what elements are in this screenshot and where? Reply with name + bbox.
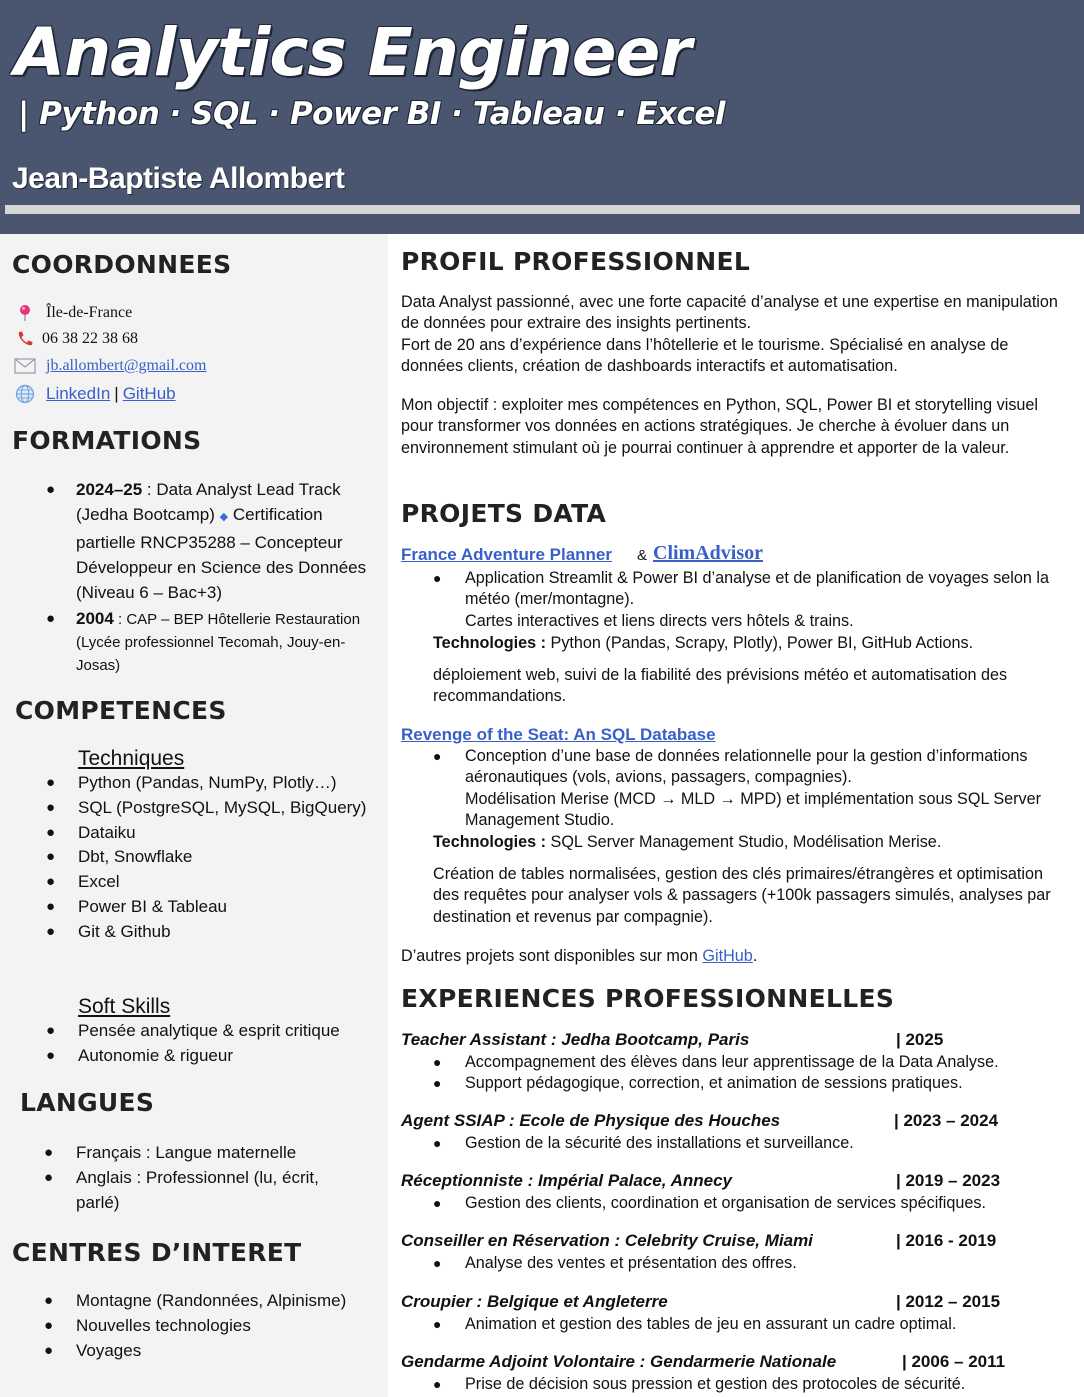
header-divider [5,205,1080,214]
experience-date: | 2023 – 2024 [894,1111,999,1130]
project-title-revenge-seat[interactable]: Revenge of the Seat: An SQL Database [401,725,716,744]
bullet-icon: ● [433,1255,442,1271]
contact-phone [14,329,138,349]
projets-heading: PROJETS DATA [401,499,607,528]
experience-bullet: Prise de décision sous pression et gestion des protocoles de sécurité. [465,1375,966,1393]
map-pin-icon [14,303,36,323]
experience-title: Réceptionniste : Impérial Palace, Annecy [401,1171,732,1190]
experience-title: Conseiller en Réservation : Celebrity Cruise, Miami [401,1231,813,1250]
project-technologies: Technologies : SQL Server Management Studio, Modélisation Merise. [433,833,942,851]
experience-date: | 2025 [896,1030,944,1049]
interets-list [44,1289,376,1363]
phone-text: 06 38 22 38 68 [42,330,138,347]
link-separator: | [114,384,119,403]
interets-heading: CENTRES D’INTERET [12,1238,302,1267]
github-projects-link[interactable]: GitHub [702,947,753,965]
bullet-icon: ● [433,1075,442,1092]
phone-icon [14,329,36,349]
formations-heading: FORMATIONS [12,426,202,455]
project-bullet: Conception d’une base de données relationnelle pour la gestion d’informations aéronautiques (vols, avions, passagers, compagnies). Modélisation Merise (MCD → MLD → MPD) et implémentation sous SQL Server Management Studio. [465,747,1042,829]
globe-icon [14,384,36,404]
experience-date: | 2006 – 2011 [902,1352,1006,1371]
list-item: ● Power BI & Tableau [46,896,227,916]
list-item: ● Anglais : Professionnel (lu, écrit, parlé) [44,1167,319,1212]
contact-location [14,303,132,323]
project-title-climadvisor[interactable]: ClimAdvisor [653,542,763,564]
bullet-icon: ● [433,1195,442,1211]
profil-paragraph-1: Data Analyst passionné, avec une forte capacité d’analyse et une expertise en manipulation de données pour extraire des insights pertinents. Fort de 20 ans d’expérience dans l’hôtellerie et le tourisme. Spécialisé en analyse de données clients, création de dashboards interactifs et automatisation. [401,293,1058,375]
experience-bullet: Analyse des ventes et présentation des offres. [465,1254,797,1272]
competences-heading: COMPETENCES [15,696,227,725]
project-bullet: Application Streamlit & Power BI d’analyse et de planification de voyages selon la météo (mer/montagne). Cartes interactives et liens directs vers hôtels & trains. [465,569,1049,630]
experience-bullet: Animation et gestion des tables de jeu en assurant un cadre optimal. [465,1315,957,1333]
profil-paragraph-2: Mon objectif : exploiter mes compétences en Python, SQL, Power BI et storytelling visuel pour transformer vos données en actions stratégiques. Je cherche à évoluer dans un environnement stimulant où je pourrai continuer à apprendre et apporter de la valeur. [401,396,1039,457]
bullet-icon: ● [433,1054,442,1070]
candidate-name: Jean-Baptiste Allombert [12,162,345,195]
list-item: ● Nouvelles technologies [44,1315,251,1335]
experience-date: | 2019 – 2023 [896,1171,1001,1190]
experience-date: | 2012 – 2015 [896,1292,1001,1311]
experience-title: Gendarme Adjoint Volontaire : Gendarmerie Nationale [401,1352,837,1371]
envelope-icon [14,356,36,376]
list-item: ● Dbt, Snowflake [46,847,193,867]
experience-bullet: Gestion de la sécurité des installations et surveillance. [465,1134,854,1152]
project-technologies: Technologies : Python (Pandas, Scrapy, Plotly), Power BI, GitHub Actions. [433,634,974,652]
contact-web [14,384,176,404]
techniques-list [46,771,368,945]
list-item: ● Git & Github [46,921,171,941]
contact-email [14,356,206,376]
project-description: Création de tables normalisées, gestion des clés primaires/étrangères et optimisation des requêtes pour analyser vols & passagers (+100k passagers simulés, analyses par destination et revenus par compagnie). [433,865,1051,926]
list-item: ● Français : Langue maternelle [44,1143,297,1162]
formations-list [46,477,372,677]
formation-item: ● 2004 : CAP – BEP Hôtellerie Restauration (Lycée professionnel Tecomah, Jouy-en-Josas) [46,609,361,674]
profil-heading: PROFIL PROFESSIONNEL [401,247,751,276]
experience-title: Teacher Assistant : Jedha Bootcamp, Paris [401,1030,750,1049]
formation-item: ● 2024–25 : Data Analyst Lead Track (Jedha Bootcamp) ◆ Certification partielle RNCP35288 – Concepteur Développeur en Science des Données (Niveau 6 – Bac+3) [46,480,367,602]
location-text: Île-de-France [46,304,133,321]
bullet-icon: ● [433,1135,442,1151]
other-projects-note: D’autres projets sont disponibles sur mon GitHub. [401,947,758,965]
experience-bullet: Accompagnement des élèves dans leur apprentissage de la Data Analyse. [465,1053,999,1071]
contact-heading: COORDONNEES [12,250,232,279]
formation-year: 2004 [76,609,114,628]
soft-skills-list [46,1019,378,1069]
email-link[interactable]: jb.allombert@gmail.com [46,357,207,374]
list-item: ● Dataiku [46,822,136,842]
resume-title: Analytics Engineer [14,14,691,91]
bullet-icon: ● [433,1376,442,1392]
resume-subtitle: | Python · SQL · Power BI · Tableau · Excel [18,96,726,132]
linkedin-link[interactable]: LinkedIn [46,384,111,403]
list-item: ● Python (Pandas, NumPy, Plotly…) [46,773,337,792]
experience-title: Agent SSIAP : Ecole de Physique des Houches [401,1111,781,1130]
list-item: ● Voyages [44,1340,142,1360]
list-item: ● Excel [46,872,120,892]
soft-skills-heading: Soft Skills [78,995,171,1018]
experiences-heading: EXPERIENCES PROFESSIONNELLES [401,984,895,1013]
experience-date: | 2016 - 2019 [896,1231,997,1250]
formation-year: 2024–25 [76,480,143,499]
techniques-heading: Techniques [78,747,185,770]
list-item: ● SQL (PostgreSQL, MySQL, BigQuery) [46,797,367,817]
project-description: déploiement web, suivi de la fiabilité des prévisions météo et automatisation des recommandations. [433,666,1008,706]
list-item: ● Montagne (Randonnées, Alpinisme) [44,1291,347,1310]
github-link[interactable]: GitHub [122,384,176,403]
project-title-france-adventure[interactable]: France Adventure Planner [401,545,612,564]
bullet-icon: ● [433,1316,442,1332]
diamond-icon: ◆ [219,511,229,523]
experience-bullet: Support pédagogique, correction, et animation de sessions pratiques. [465,1074,963,1093]
list-item: ● Autonomie & rigueur [46,1045,233,1065]
experience-bullet: Gestion des clients, coordination et organisation de services spécifiques. [465,1194,986,1212]
project-amp: & [637,547,648,564]
langues-heading: LANGUES [20,1088,155,1117]
langues-list [44,1141,366,1215]
list-item: ● Pensée analytique & esprit critique [46,1021,340,1040]
header-banner [0,0,1084,234]
experience-title: Croupier : Belgique et Angleterre [401,1292,668,1311]
